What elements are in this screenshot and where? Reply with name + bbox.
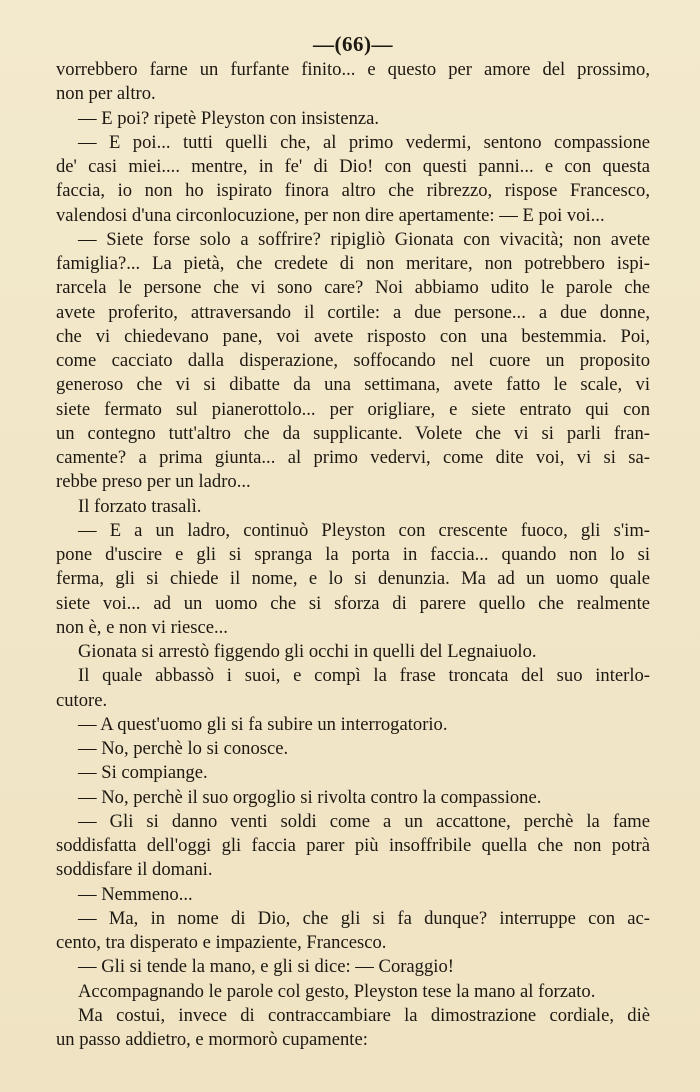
text-line: vorrebbero farne un furfante finito... e questo per amore del prossimo,: [56, 59, 650, 80]
page-number-header: —(66)—: [313, 32, 393, 56]
text-line: — Si compiange.: [78, 762, 208, 784]
text-line: rarcela le persone che vi sono care? Noi abbiamo udito le parole che: [56, 277, 650, 299]
text-line: — Gli si tende la mano, e gli si dice: — Coraggio!: [78, 956, 454, 978]
text-line: Il forzato trasalì.: [78, 495, 202, 517]
text-line: un passo addietro, e mormorò cupamente:: [56, 1029, 368, 1050]
text-line: non per altro.: [56, 83, 156, 105]
text-line: siete voi... ad un uomo che si sforza di parere quello che realmente: [56, 592, 650, 614]
text-line: Accompagnando le parole col gesto, Pleyston tese la mano al forzato.: [78, 980, 596, 1002]
text-line: de' casi miei.... mentre, in fe' di Dio! con questi panni... e con questa: [56, 156, 650, 177]
text-line: avete proferito, attraversando il cortile: a due persone... a due donne,: [56, 301, 650, 323]
text-line: non è, e non vi riesce...: [56, 616, 228, 638]
text-line: faccia, io non ho ispirato finora altro che ribrezzo, rispose Francesco,: [56, 180, 650, 202]
text-line: un contegno tutt'altro che da supplicante. Volete che vi si parli fran-: [56, 422, 650, 444]
text-line: generoso che vi si dibatte da una settimana, avete fatto le scale, vi: [56, 374, 650, 396]
text-line: siete fermato sul pianerottolo... per origliare, e siete entrato qui con: [56, 398, 650, 420]
text-line: — E a un ladro, continuò Pleyston con crescente fuoco, gli s'im-: [78, 519, 650, 541]
text-line: — Nemmeno...: [78, 883, 193, 905]
text-line: Ma costui, invece di contraccambiare la dimostrazione cordiale, diè: [78, 1004, 650, 1026]
text-line: che vi chiedevano pane, voi avete risposto con una bestemmia. Poi,: [56, 325, 650, 347]
text-line: pone d'uscire e gli si spranga la porta in faccia... quando non lo si: [56, 544, 650, 565]
text-line: — E poi? ripetè Pleyston con insistenza.: [78, 107, 380, 129]
text-line: cutore.: [56, 689, 108, 711]
text-line: — E poi... tutti quelli che, al primo vedermi, sentono compassione: [78, 131, 650, 153]
text-line: — Gli si danno venti soldi come a un accattone, perchè la fame: [78, 810, 650, 832]
text-line: come cacciato dalla disperazione, soffocando nel cuore un proposito: [56, 350, 650, 371]
text-line: soddisfare il domani.: [56, 859, 213, 881]
text-line: Gionata si arrestò figgendo gli occhi in quelli del Legnaiuolo.: [78, 641, 537, 662]
text-line: valendosi d'una circonlocuzione, per non dire apertamente: — E poi voi...: [56, 204, 605, 226]
text-line: soddisfatta dell'oggi gli faccia parer più insoffribile quella che non potrà: [56, 835, 650, 856]
text-line: — Siete forse solo a soffrire? ripigliò Gionata con vivacità; non avete: [78, 228, 650, 250]
text-line: — A quest'uomo gli si fa subire un interrogatorio.: [78, 713, 448, 735]
page-body-text: [56, 58, 650, 1052]
text-line: camente? a prima giunta... al primo vedervi, come dite voi, vi si sa-: [56, 447, 650, 468]
text-line: — No, perchè lo si conosce.: [78, 738, 289, 759]
text-line: cento, tra disperato e impaziente, Francesco.: [56, 932, 387, 953]
text-line: Il quale abbassò i suoi, e compì la frase troncata del suo interlo-: [78, 665, 650, 687]
text-line: famiglia?... La pietà, che credete di non meritare, non potrebbero ispi-: [56, 253, 650, 274]
text-line: — Ma, in nome di Dio, che gli si fa dunque? interruppe con ac-: [78, 907, 650, 929]
text-line: rebbe preso per un ladro...: [56, 471, 251, 493]
text-line: — No, perchè il suo orgoglio si rivolta contro la compassione.: [78, 786, 542, 808]
text-line: ferma, gli si chiede il nome, e lo si denunzia. Ma ad un uomo quale: [56, 568, 650, 590]
